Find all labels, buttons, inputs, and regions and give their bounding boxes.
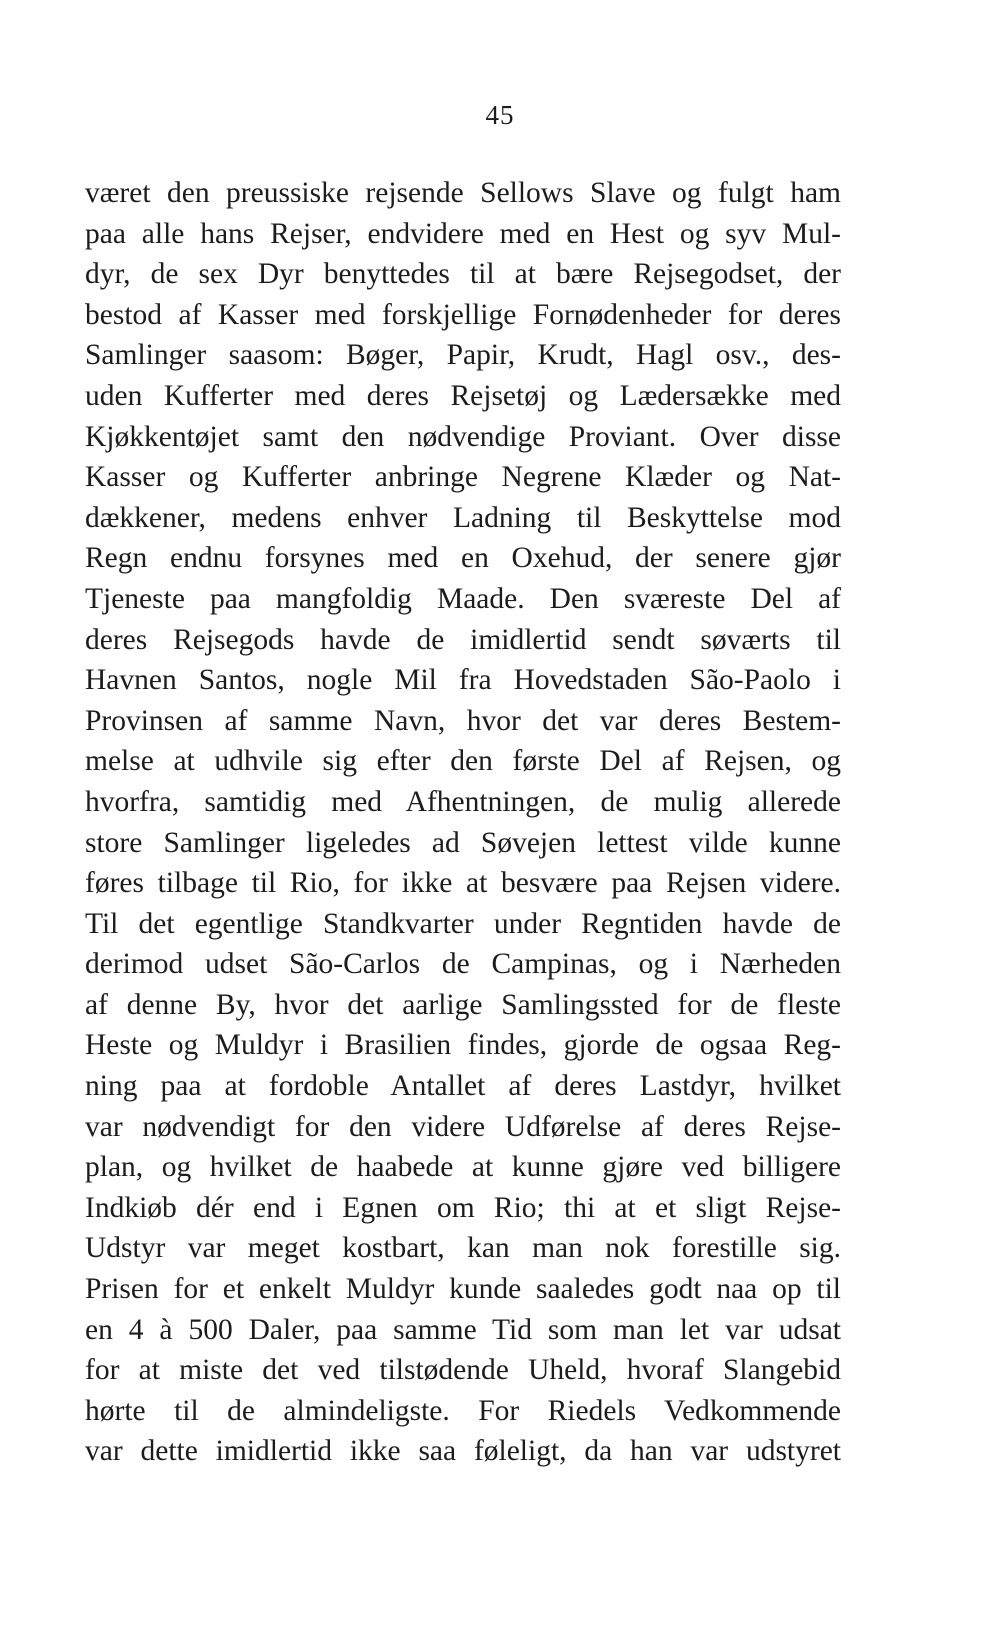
text-line: Prisen for et enkelt Muldyr kunde saaledes godt naa op til (85, 1273, 841, 1306)
text-line: været den preussiske rejsende Sellows Slave og fulgt ham (85, 177, 841, 209)
text-line: hørte til de almindeligste. For Riedels Vedkommende (85, 1394, 841, 1427)
text-line: Provinsen af samme Navn, hvor det var deres Bestem- (85, 704, 841, 737)
text-line: Tjeneste paa mangfoldig Maade. Den sværeste Del af (85, 582, 841, 615)
text-line: uden Kufferter med deres Rejsetøj og Lædersække med (85, 379, 841, 412)
text-line: dækkener, medens enhver Ladning til Beskyttelse mod (85, 501, 841, 534)
text-line: paa alle hans Rejser, endvidere med en Hest og syv Mul- (85, 217, 841, 250)
text-line: Kjøkkentøjet samt den nødvendige Proviant. Over disse (85, 420, 841, 453)
text-line: deres Rejsegods havde de imidlertid sendt søværts til (85, 623, 841, 656)
page-number: 45 (485, 100, 515, 130)
text-line: Heste og Muldyr i Brasilien findes, gjorde de ogsaa Reg- (85, 1029, 841, 1062)
text-line: af denne By, hvor det aarlige Samlingssted for de fleste (85, 988, 841, 1021)
text-line: føres tilbage til Rio, for ikke at besvære paa Rejsen videre. (85, 867, 841, 900)
text-line: melse at udhvile sig efter den første Del af Rejsen, og (85, 745, 841, 778)
text-line: Samlinger saasom: Bøger, Papir, Krudt, Hagl osv., des- (85, 339, 841, 372)
text-line: var nødvendigt for den videre Udførelse af deres Rejse- (85, 1110, 841, 1143)
text-line: for at miste det ved tilstødende Uheld, hvoraf Slangebid (85, 1354, 841, 1387)
text-line: dyr, de sex Dyr benyttedes til at bære Rejsegodset, der (85, 258, 841, 291)
text-line: Kasser og Kufferter anbringe Negrene Klæder og Nat- (85, 461, 841, 494)
text-line: var dette imidlertid ikke saa føleligt, da han var udstyret (85, 1435, 841, 1468)
text-line: hvorfra, samtidig med Afhentningen, de mulig allerede (85, 785, 841, 818)
text-line: derimod udset São-Carlos de Campinas, og i Nærheden (85, 948, 841, 981)
text-line: Havnen Santos, nogle Mil fra Hovedstaden São-Paolo i (85, 664, 841, 697)
text-line: Udstyr var meget kostbart, kan man nok forestille sig. (85, 1232, 841, 1265)
text-line: Til det egentlige Standkvarter under Regntiden havde de (85, 907, 841, 940)
text-line: bestod af Kasser med forskjellige Fornødenheder for deres (85, 298, 841, 331)
text-line: Regn endnu forsynes med en Oxehud, der senere gjør (85, 542, 841, 575)
text-line: en 4 à 500 Daler, paa samme Tid som man let var udsat (85, 1313, 841, 1346)
text-line: Indkiøb dér end i Egnen om Rio; thi at et sligt Rejse- (85, 1191, 841, 1224)
text-line: ning paa at fordoble Antallet af deres Lastdyr, hvilket (85, 1070, 841, 1103)
body-text (85, 173, 841, 1472)
text-line: plan, og hvilket de haabede at kunne gjøre ved billigere (85, 1151, 841, 1184)
text-line: store Samlinger ligeledes ad Søvejen lettest vilde kunne (85, 826, 841, 859)
